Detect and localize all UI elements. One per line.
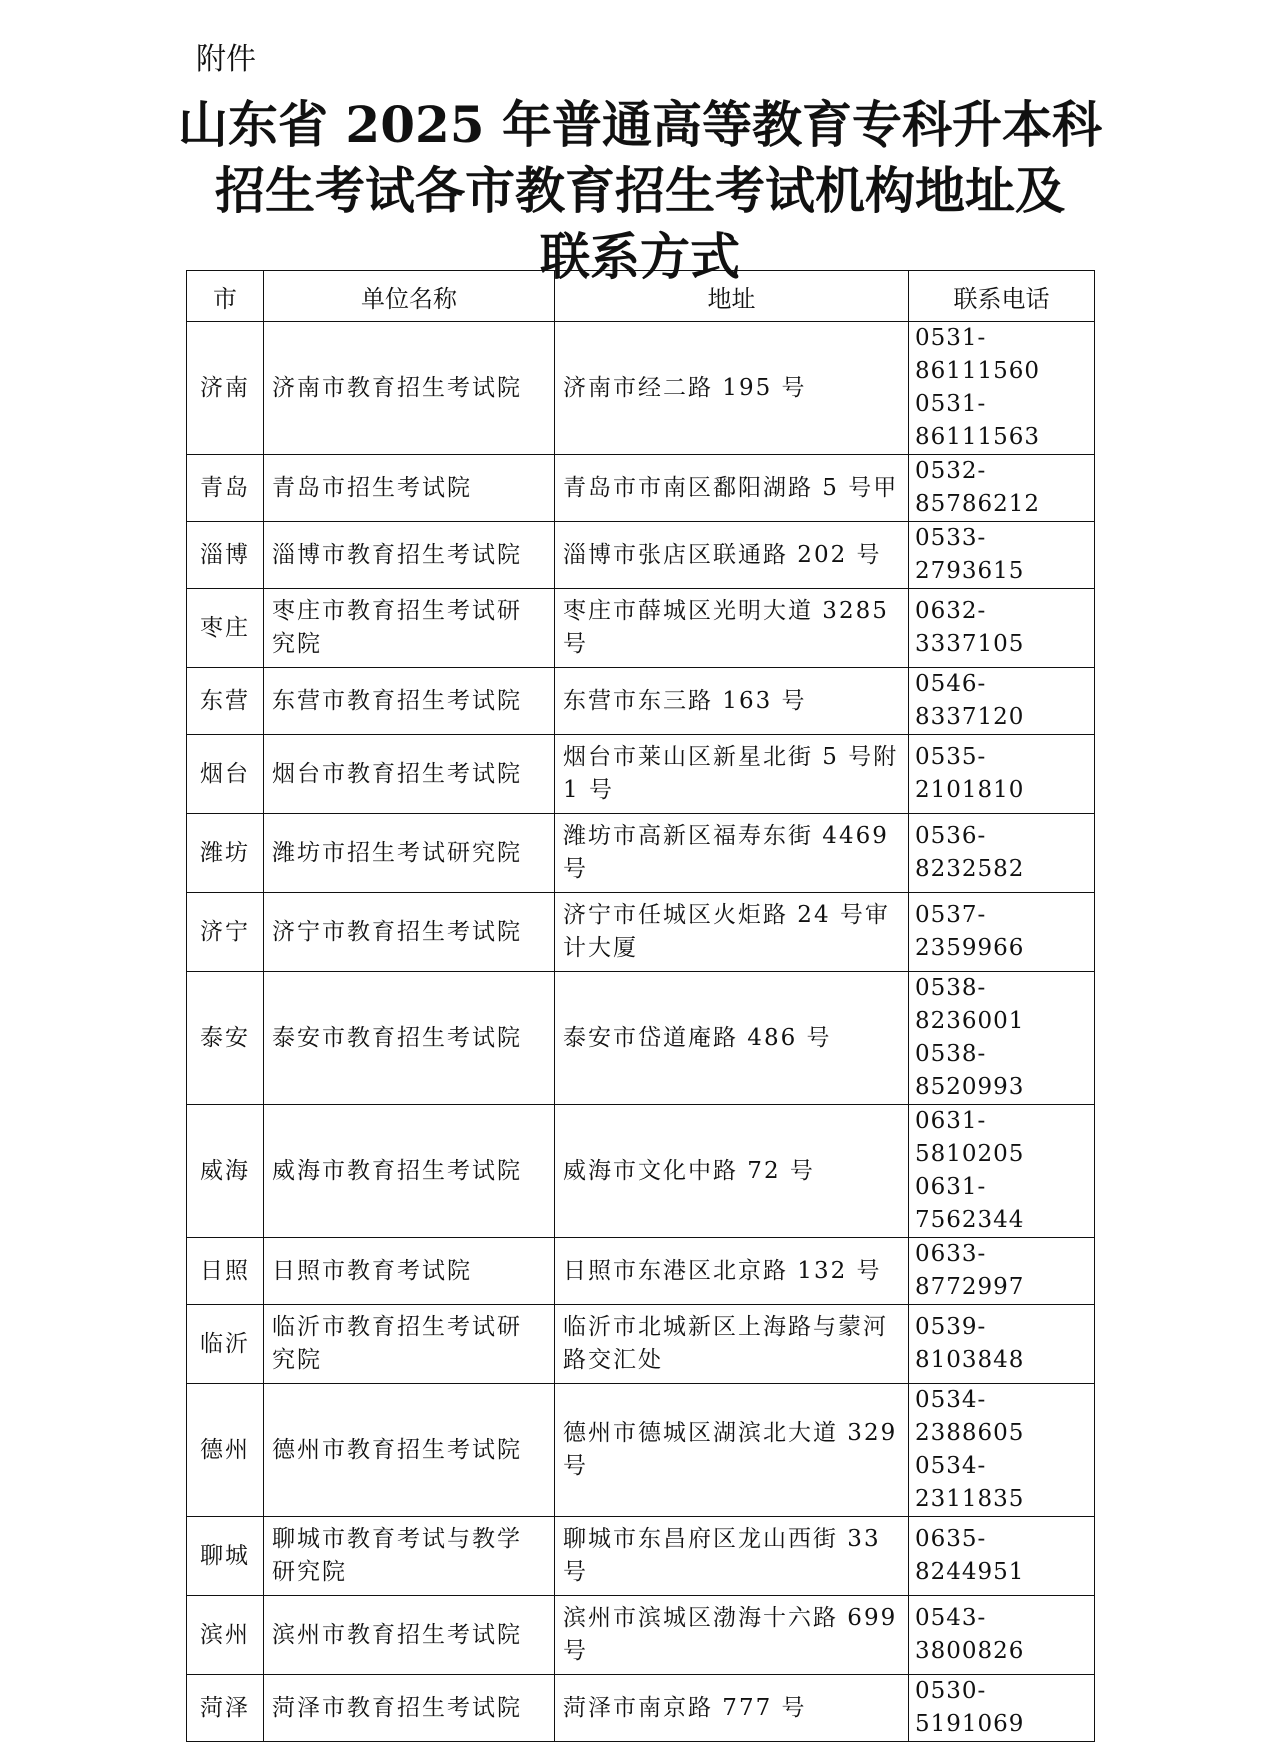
table-row: [187, 1517, 1095, 1596]
contacts-table: [186, 270, 1095, 1742]
table-row: [187, 455, 1095, 522]
phone-cell: [909, 455, 1095, 522]
table-row: [187, 735, 1095, 814]
phone-number: 0532-85786212: [915, 458, 1041, 517]
document-title: [140, 92, 1140, 290]
phone-number: 0635-8244951: [915, 1526, 1025, 1585]
city-cell: 潍坊: [187, 814, 264, 893]
table-row: [187, 1596, 1095, 1675]
phone-number: 0531-86111560: [915, 325, 1041, 384]
table-row: [187, 972, 1095, 1105]
table-row: [187, 814, 1095, 893]
table-row: [187, 668, 1095, 735]
unit-name-cell: 泰安市教育招生考试院: [264, 972, 555, 1105]
phone-number: 0631-7562344: [915, 1174, 1025, 1233]
phone-cell: [909, 1675, 1095, 1742]
city-cell: 济南: [187, 322, 264, 455]
unit-name-cell: 德州市教育招生考试院: [264, 1384, 555, 1517]
title-line: 山东省 2025 年普通高等教育专科升本科: [178, 95, 1102, 154]
city-cell: 临沂: [187, 1305, 264, 1384]
phone-number: 0534-2311835: [915, 1453, 1025, 1512]
table-row: [187, 1384, 1095, 1517]
phone-number: 0530-5191069: [915, 1678, 1025, 1737]
unit-name-cell: 威海市教育招生考试院: [264, 1105, 555, 1238]
header-address: 地址: [555, 271, 909, 322]
city-cell: 威海: [187, 1105, 264, 1238]
address-cell: 泰安市岱道庵路 486 号: [555, 972, 909, 1105]
phone-cell: [909, 1517, 1095, 1596]
phone-number: 0632-3337105: [915, 598, 1025, 657]
city-cell: 枣庄: [187, 589, 264, 668]
address-cell: 枣庄市薛城区光明大道 3285 号: [555, 589, 909, 668]
address-cell: 淄博市张店区联通路 202 号: [555, 522, 909, 589]
header-unit: 单位名称: [264, 271, 555, 322]
unit-name-cell: 临沂市教育招生考试研究院: [264, 1305, 555, 1384]
phone-number: 0543-3800826: [915, 1605, 1025, 1664]
city-cell: 泰安: [187, 972, 264, 1105]
phone-cell: [909, 1596, 1095, 1675]
city-cell: 菏泽: [187, 1675, 264, 1742]
city-cell: 日照: [187, 1238, 264, 1305]
phone-number: 0538-8236001: [915, 975, 1025, 1034]
phone-number: 0536-8232582: [915, 823, 1025, 882]
header-phone: 联系电话: [909, 271, 1095, 322]
phone-cell: [909, 972, 1095, 1105]
city-cell: 青岛: [187, 455, 264, 522]
phone-cell: [909, 814, 1095, 893]
address-cell: 临沂市北城新区上海路与蒙河路交汇处: [555, 1305, 909, 1384]
table-row: [187, 1238, 1095, 1305]
phone-cell: [909, 893, 1095, 972]
phone-cell: [909, 1305, 1095, 1384]
phone-cell: [909, 1384, 1095, 1517]
phone-number: 0539-8103848: [915, 1314, 1025, 1373]
phone-cell: [909, 589, 1095, 668]
table-row: [187, 322, 1095, 455]
address-cell: 东营市东三路 163 号: [555, 668, 909, 735]
phone-number: 0535-2101810: [915, 744, 1025, 803]
phone-number: 0531-86111563: [915, 391, 1041, 450]
unit-name-cell: 潍坊市招生考试研究院: [264, 814, 555, 893]
phone-number: 0633-8772997: [915, 1241, 1025, 1300]
city-cell: 济宁: [187, 893, 264, 972]
table-row: [187, 589, 1095, 668]
attachment-label: 附件: [196, 42, 256, 77]
city-cell: 淄博: [187, 522, 264, 589]
address-cell: 聊城市东昌府区龙山西街 33 号: [555, 1517, 909, 1596]
unit-name-cell: 淄博市教育招生考试院: [264, 522, 555, 589]
phone-number: 0538-8520993: [915, 1041, 1025, 1100]
city-cell: 德州: [187, 1384, 264, 1517]
address-cell: 潍坊市高新区福寿东街 4469 号: [555, 814, 909, 893]
table-row: [187, 1305, 1095, 1384]
phone-number: 0534-2388605: [915, 1387, 1025, 1446]
unit-name-cell: 烟台市教育招生考试院: [264, 735, 555, 814]
address-cell: 滨州市滨城区渤海十六路 699 号: [555, 1596, 909, 1675]
title-line: 招生考试各市教育招生考试机构地址及: [215, 161, 1065, 220]
header-city: 市: [187, 271, 264, 322]
table-row: [187, 522, 1095, 589]
address-cell: 济宁市任城区火炬路 24 号审计大厦: [555, 893, 909, 972]
phone-number: 0631-5810205: [915, 1108, 1025, 1167]
address-cell: 青岛市市南区鄱阳湖路 5 号甲: [555, 455, 909, 522]
phone-number: 0533-2793615: [915, 525, 1025, 584]
table-row: [187, 1105, 1095, 1238]
address-cell: 威海市文化中路 72 号: [555, 1105, 909, 1238]
unit-name-cell: 滨州市教育招生考试院: [264, 1596, 555, 1675]
unit-name-cell: 青岛市招生考试院: [264, 455, 555, 522]
phone-cell: [909, 1105, 1095, 1238]
unit-name-cell: 聊城市教育考试与教学研究院: [264, 1517, 555, 1596]
phone-cell: [909, 1238, 1095, 1305]
table-row: [187, 1675, 1095, 1742]
address-cell: 日照市东港区北京路 132 号: [555, 1238, 909, 1305]
address-cell: 烟台市莱山区新星北街 5 号附 1 号: [555, 735, 909, 814]
unit-name-cell: 菏泽市教育招生考试院: [264, 1675, 555, 1742]
address-cell: 菏泽市南京路 777 号: [555, 1675, 909, 1742]
table-row: [187, 893, 1095, 972]
unit-name-cell: 济宁市教育招生考试院: [264, 893, 555, 972]
city-cell: 滨州: [187, 1596, 264, 1675]
unit-name-cell: 东营市教育招生考试院: [264, 668, 555, 735]
unit-name-cell: 日照市教育考试院: [264, 1238, 555, 1305]
address-cell: 德州市德城区湖滨北大道 329 号: [555, 1384, 909, 1517]
unit-name-cell: 济南市教育招生考试院: [264, 322, 555, 455]
phone-cell: [909, 668, 1095, 735]
address-cell: 济南市经二路 195 号: [555, 322, 909, 455]
city-cell: 聊城: [187, 1517, 264, 1596]
phone-cell: [909, 522, 1095, 589]
city-cell: 东营: [187, 668, 264, 735]
city-cell: 烟台: [187, 735, 264, 814]
title-line: 联系方式: [540, 227, 740, 286]
phone-cell: [909, 322, 1095, 455]
phone-number: 0537-2359966: [915, 902, 1025, 961]
phone-number: 0546-8337120: [915, 671, 1025, 730]
unit-name-cell: 枣庄市教育招生考试研究院: [264, 589, 555, 668]
phone-cell: [909, 735, 1095, 814]
